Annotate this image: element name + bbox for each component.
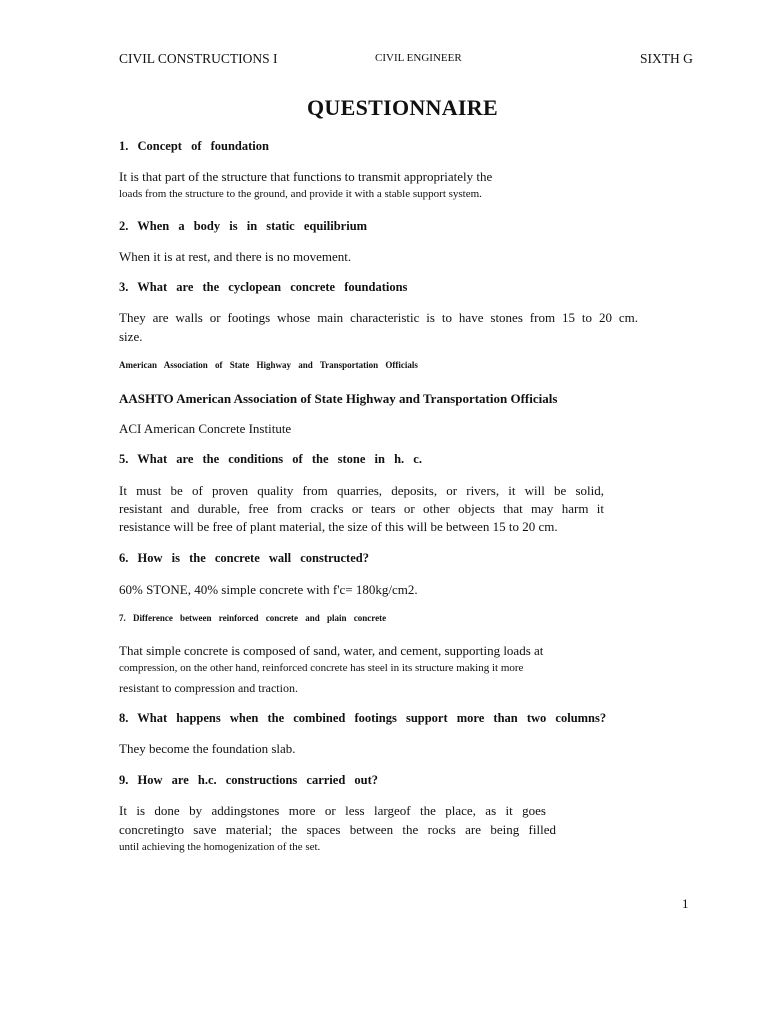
q1-heading: 1. Concept of foundation: [119, 139, 269, 153]
q5-answer-line3: resistance will be free of plant material, the size of this will be between 15 to 20 cm.: [119, 519, 558, 534]
header-section: SIXTH G: [640, 51, 693, 66]
q4-aashto: AASHTO American Association of State Highway and Transportation Officials: [119, 391, 558, 406]
q1-answer-line1: It is that part of the structure that functions to transmit appropriately the: [119, 169, 493, 184]
q3-answer-line2: size.: [119, 329, 143, 344]
q7-answer-line3: resistant to compression and traction.: [119, 681, 298, 695]
q5-heading: 5. What are the conditions of the stone in h. c.: [119, 452, 422, 466]
q4-small-heading: American Association of State Highway and Transportation Officials: [119, 360, 418, 370]
q1-answer-line2: loads from the structure to the ground, and provide it with a stable support system.: [119, 188, 482, 200]
q9-answer-line2: concretingto save material; the spaces between the rocks are being filled: [119, 822, 556, 837]
q6-heading: 6. How is the concrete wall constructed?: [119, 551, 369, 565]
header-course: CIVIL CONSTRUCTIONS I: [119, 51, 278, 66]
q7-answer-line1: That simple concrete is composed of sand, water, and cement, supporting loads at: [119, 643, 544, 658]
q5-answer-line1: It must be of proven quality from quarries, deposits, or rivers, it will be solid,: [119, 483, 604, 498]
q8-heading: 8. What happens when the combined footings support more than two columns?: [119, 711, 607, 725]
page-number: 1: [682, 896, 689, 911]
q6-answer: 60% STONE, 40% simple concrete with f'c= 180kg/cm2.: [119, 582, 418, 597]
q2-heading: 2. When a body is in static equilibrium: [119, 219, 368, 233]
header-career: CIVIL ENGINEER: [375, 52, 462, 64]
q5-answer-line2: resistant and durable, free from cracks or tears or other objects that may harm it: [119, 501, 604, 516]
q4-aci: ACI American Concrete Institute: [119, 421, 292, 436]
q9-heading: 9. How are h.c. constructions carried out?: [119, 773, 379, 787]
q9-answer-line1: It is done by addingstones more or less largeof the place, as it goes: [119, 803, 546, 818]
q2-answer: When it is at rest, and there is no movement.: [119, 249, 352, 264]
page-title: QUESTIONNAIRE: [307, 95, 498, 120]
q3-answer-line1: They are walls or footings whose main characteristic is to have stones from 15 to 20 cm.: [119, 310, 638, 325]
q3-heading: 3. What are the cyclopean concrete foundations: [119, 280, 408, 294]
q8-answer: They become the foundation slab.: [119, 741, 296, 756]
q9-answer-line3: until achieving the homogenization of the set.: [119, 841, 321, 853]
q7-heading: 7. Difference between reinforced concrete and plain concrete: [119, 613, 387, 623]
q7-answer-line2: compression, on the other hand, reinforced concrete has steel in its structure making it more: [119, 662, 524, 674]
